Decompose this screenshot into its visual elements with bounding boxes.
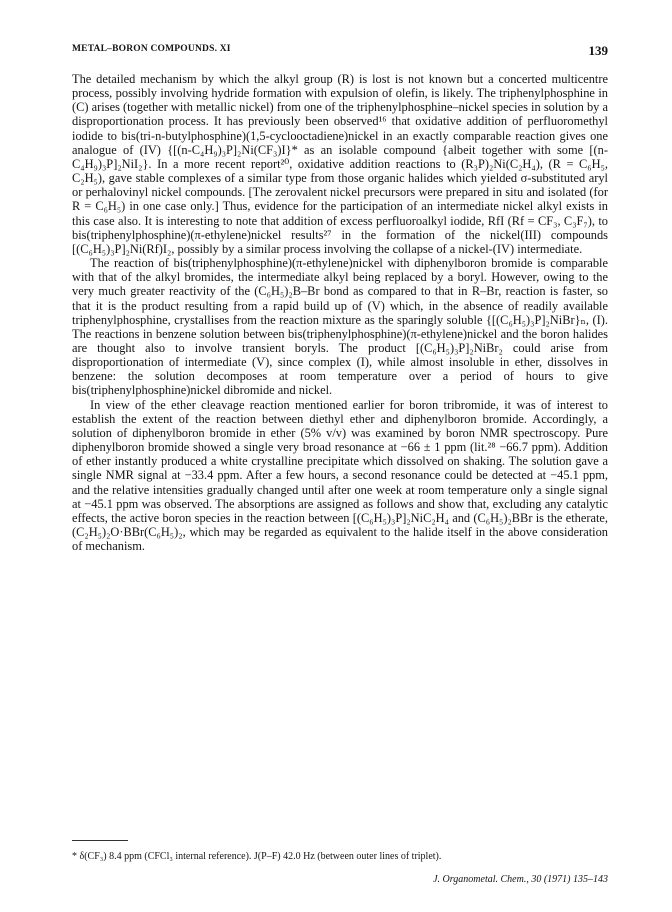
journal-reference: J. Organometal. Chem., 30 (1971) 135–143 (433, 874, 608, 885)
article-body (72, 72, 608, 553)
running-head: METAL–BORON COMPOUNDS. XI (72, 44, 231, 54)
page-header (72, 44, 608, 60)
paragraph-mechanism: The detailed mechanism by which the alkyl group (R) is lost is not known but a concerted multicentre process, possibly involving hydride formation with expulsion of olefin, is likely. The triphenylphosphine in (C) arises (together with metallic nickel) from one of the triphenylphosphine–nickel species in solution by a disproportionation process. It has previously been observed¹⁶ that oxidative addition of perfluoromethyl iodide to bis(tri-n-butylphosphine)(1,5-cyclooctadiene)nickel in an exactly comparable reaction gives one analogue of (IV) {[(n-C₄H₉)₃P]₂Ni(CF₃)I}* as an isolable compound {albeit together with some [(n-C₄H₉)₃P]₂NiI₂}. In a more recent report²⁰, oxidative addition reactions to (R₃P)₂Ni(C₂H₄), (R = C₆H₅, C₂H₅), gave stable complexes of a similar type from those organic halides which yielded σ-substituted aryl or perhalovinyl nickel compounds. [The zerovalent nickel precursors were prepared in situ and isolated (for R = C₆H₅) in one case only.] Thus, evidence for the participation of an intermediate nickel alkyl exists in this case also. It is interesting to note that addition of excess perfluoroalkyl iodide, RfI (Rf = CF₃, C₃F₇), to bis(triphenylphosphine)(π-ethylene)nickel results²⁷ in the formation of the nickel(III) compounds [(C₆H₅)₃P]₂Ni(Rf)I₂, possibly by a similar process involving the collapse of a nickel-(IV) intermediate. (72, 72, 608, 256)
footnote-divider (72, 840, 128, 841)
page-number: 139 (588, 43, 608, 58)
paragraph-ether-cleavage: In view of the ether cleavage reaction mentioned earlier for boron tribromide, it was of interest to establish the extent of the reaction between diethyl ether and diphenylboron bromide. Accordingly, a solution of diphenylboron bromide in ether (5% v/v) was examined by boron NMR spectroscopy. Pure diphenylboron bromide showed a single very broad resonance at −66 ± 1 ppm (lit.²⁸ −66.7 ppm). Addition of ether instantly produced a white crystalline precipitate which dissolved on shaking. The solution gave a single NMR signal at −33.4 ppm. After a few hours, a second resonance could be detected at −45.1 ppm, and the relative intensities gradually changed until after one week at room temperature only a single signal at −45.1 ppm was observed. The absorptions are assigned as follows and show that, excluding any catalytic effects, the active boron species in the reaction between [(C₆H₅)₃P]₂NiC₂H₄ and (C₆H₅)₂BBr is the etherate, (C₂H₅)₂O·BBr(C₆H₅)₂, which may be regarded as equivalent to the halide itself in the above consideration of mechanism. (72, 397, 608, 554)
paragraph-boryl-reaction: The reaction of bis(triphenylphosphine)(π-ethylene)nickel with diphenylboron bromide is comparable with that of the alkyl bromides, the intermediate alkyl being replaced by a boryl. However, owing to the very much greater reactivity of the (C₆H₅)₂B–Br bond as compared to that in R–Br, reaction is faster, so that it is the product resulting from a rapid build up of (V) which, in the absence of readily available triphenylphosphine, crystallises from the reaction mixture as the sparingly soluble {[(C₆H₅)₃P]₂NiBr}ₙ, (I). The reactions in benzene solution between bis(triphenylphosphine)(π-ethylene)nickel and the boron halides are thought also to involve transient boryls. The product [(C₆H₅)₃P]₂NiBr₂ could arise from disproportionation of intermediate (V), since complex (I), while almost insoluble in ether, dissolves in benzene: the solution decomposes at room temperature over a period of hours to give bis(triphenylphosphine)nickel dibromide and nickel. (72, 256, 608, 398)
footnote: * δ(CF₃) 8.4 ppm (CFCl₃ internal reference). J(P–F) 42.0 Hz (between outer lines of triplet). (72, 851, 442, 862)
